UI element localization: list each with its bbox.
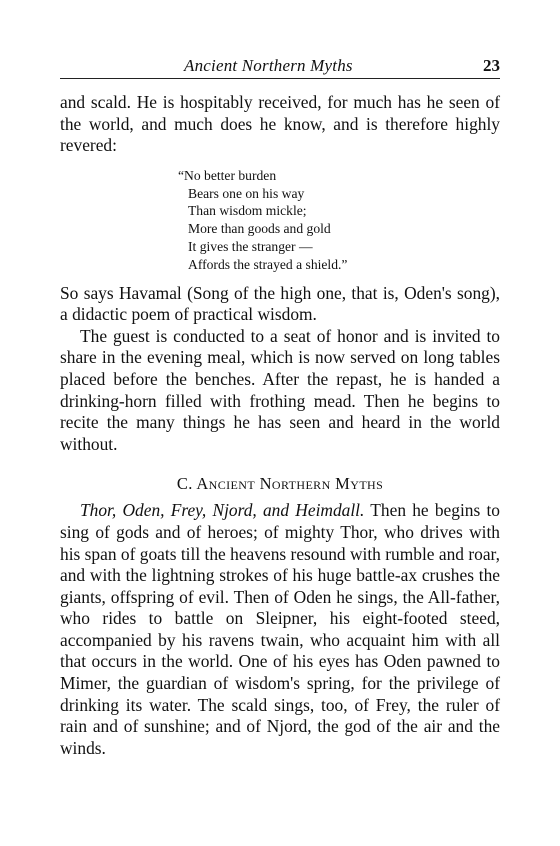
section-heading: C. Ancient Northern Myths xyxy=(176,474,384,494)
poem-quote xyxy=(178,167,500,274)
paragraph-4-text: Then he begins to sing of gods and of heroes; of mighty Thor, who drives with his span of goats till the heavens resound with rumble and roar, and with the lightning strokes of his huge battle-ax crushes the giants, offspring of evil. Then of Oden he sings, the All-father, who rides to battle on Sleipner, his eight-footed steed, accompanied by his ravens twain, who acquaint him with all that occurs in the world. One of his eyes has Oden pawned to Mimer, the guardian of wisdom's spring, for the privilege of drinking its water. The scald sings, too, of Frey, the ruler of rain and of sunshine; and of Njord, the god of the air and the winds. xyxy=(60,500,501,758)
paragraph-2: So says Havamal (Song of the high one, that is, Oden's song), a didactic poem of practical wisdom. xyxy=(60,282,500,325)
running-header xyxy=(60,56,500,79)
page-number: 23 xyxy=(483,56,500,75)
quote-line: Than wisdom mickle; xyxy=(188,203,307,219)
quote-line: It gives the stranger — xyxy=(188,238,313,254)
paragraph-1: and scald. He is hospitably received, for much has he seen of the world, and much does he know, and is therefore highly revered: xyxy=(60,92,500,156)
paragraph-4 xyxy=(60,500,500,759)
running-title: Ancient Northern Myths xyxy=(184,56,353,75)
quote-line: More than goods and gold xyxy=(188,221,331,237)
book-page xyxy=(60,56,500,759)
paragraph-4-names: Thor, Oden, Frey, Njord, and Heimdall. xyxy=(80,500,365,521)
quote-line: Affords the strayed a shield.” xyxy=(188,256,348,272)
paragraph-3: The guest is conducted to a seat of honor and is invited to share in the evening meal, which is now served on long tables placed before the benches. After the repast, he is handed a drinking-horn filled with frothing mead. Then he begins to recite the many things he has seen and heard in the world without. xyxy=(60,325,500,454)
quote-line: Bears one on his way xyxy=(188,185,305,201)
quote-line: “No better burden xyxy=(178,167,277,183)
